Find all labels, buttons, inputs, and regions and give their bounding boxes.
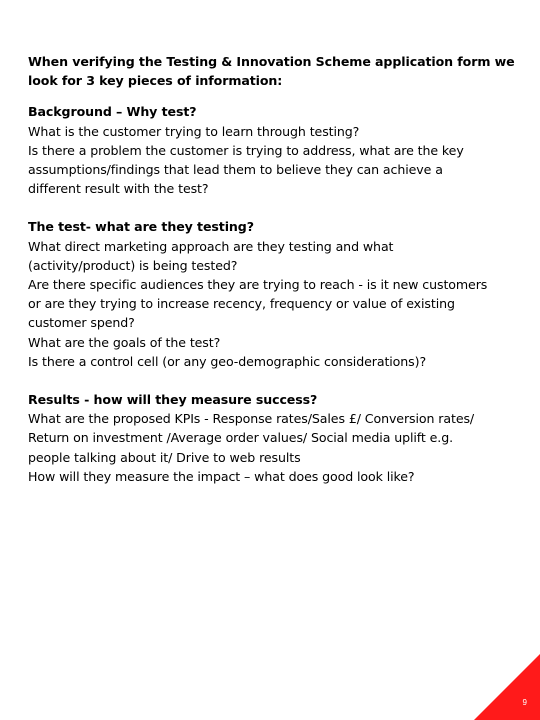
section-line: assumptions/findings that lead them to believe they can achieve a — [28, 162, 443, 178]
section-heading: Background – Why test? — [28, 104, 197, 120]
section-line: What are the goals of the test? — [28, 334, 221, 350]
page-number: 9 — [522, 698, 527, 707]
section-line: What direct marketing approach are they testing and what — [28, 238, 394, 254]
corner-accent-triangle — [474, 654, 540, 720]
section-line: different result with the test? — [28, 181, 209, 197]
section-line: How will they measure the impact – what does good look like? — [28, 468, 415, 484]
section-line: or are they trying to increase recency, frequency or value of existing — [28, 296, 455, 312]
section-line: Is there a problem the customer is trying to address, what are the key — [28, 142, 464, 158]
intro-paragraph — [28, 52, 518, 90]
section-line: What are the proposed KPIs - Response rates/Sales £/ Conversion rates/ — [28, 411, 475, 427]
intro-line: look for 3 key pieces of information: — [28, 73, 283, 89]
section-the-test — [28, 217, 518, 371]
section-line: Is there a control cell (or any geo-demographic considerations)? — [28, 353, 427, 369]
section-line: (activity/product) is being tested? — [28, 257, 238, 273]
section-line: customer spend? — [28, 315, 135, 331]
section-heading: Results - how will they measure success? — [28, 392, 318, 408]
section-line: What is the customer trying to learn through testing? — [28, 123, 360, 139]
section-heading: The test- what are they testing? — [28, 219, 254, 235]
intro-line: When verifying the Testing & Innovation Scheme application form we — [28, 54, 515, 69]
section-background — [28, 102, 518, 198]
document-body — [28, 52, 518, 505]
section-line: Return on investment /Average order values/ Social media uplift e.g. — [28, 430, 454, 446]
section-results — [28, 390, 518, 486]
section-line: people talking about it/ Drive to web results — [28, 449, 301, 465]
section-line: Are there specific audiences they are trying to reach - is it new customers — [28, 277, 488, 293]
